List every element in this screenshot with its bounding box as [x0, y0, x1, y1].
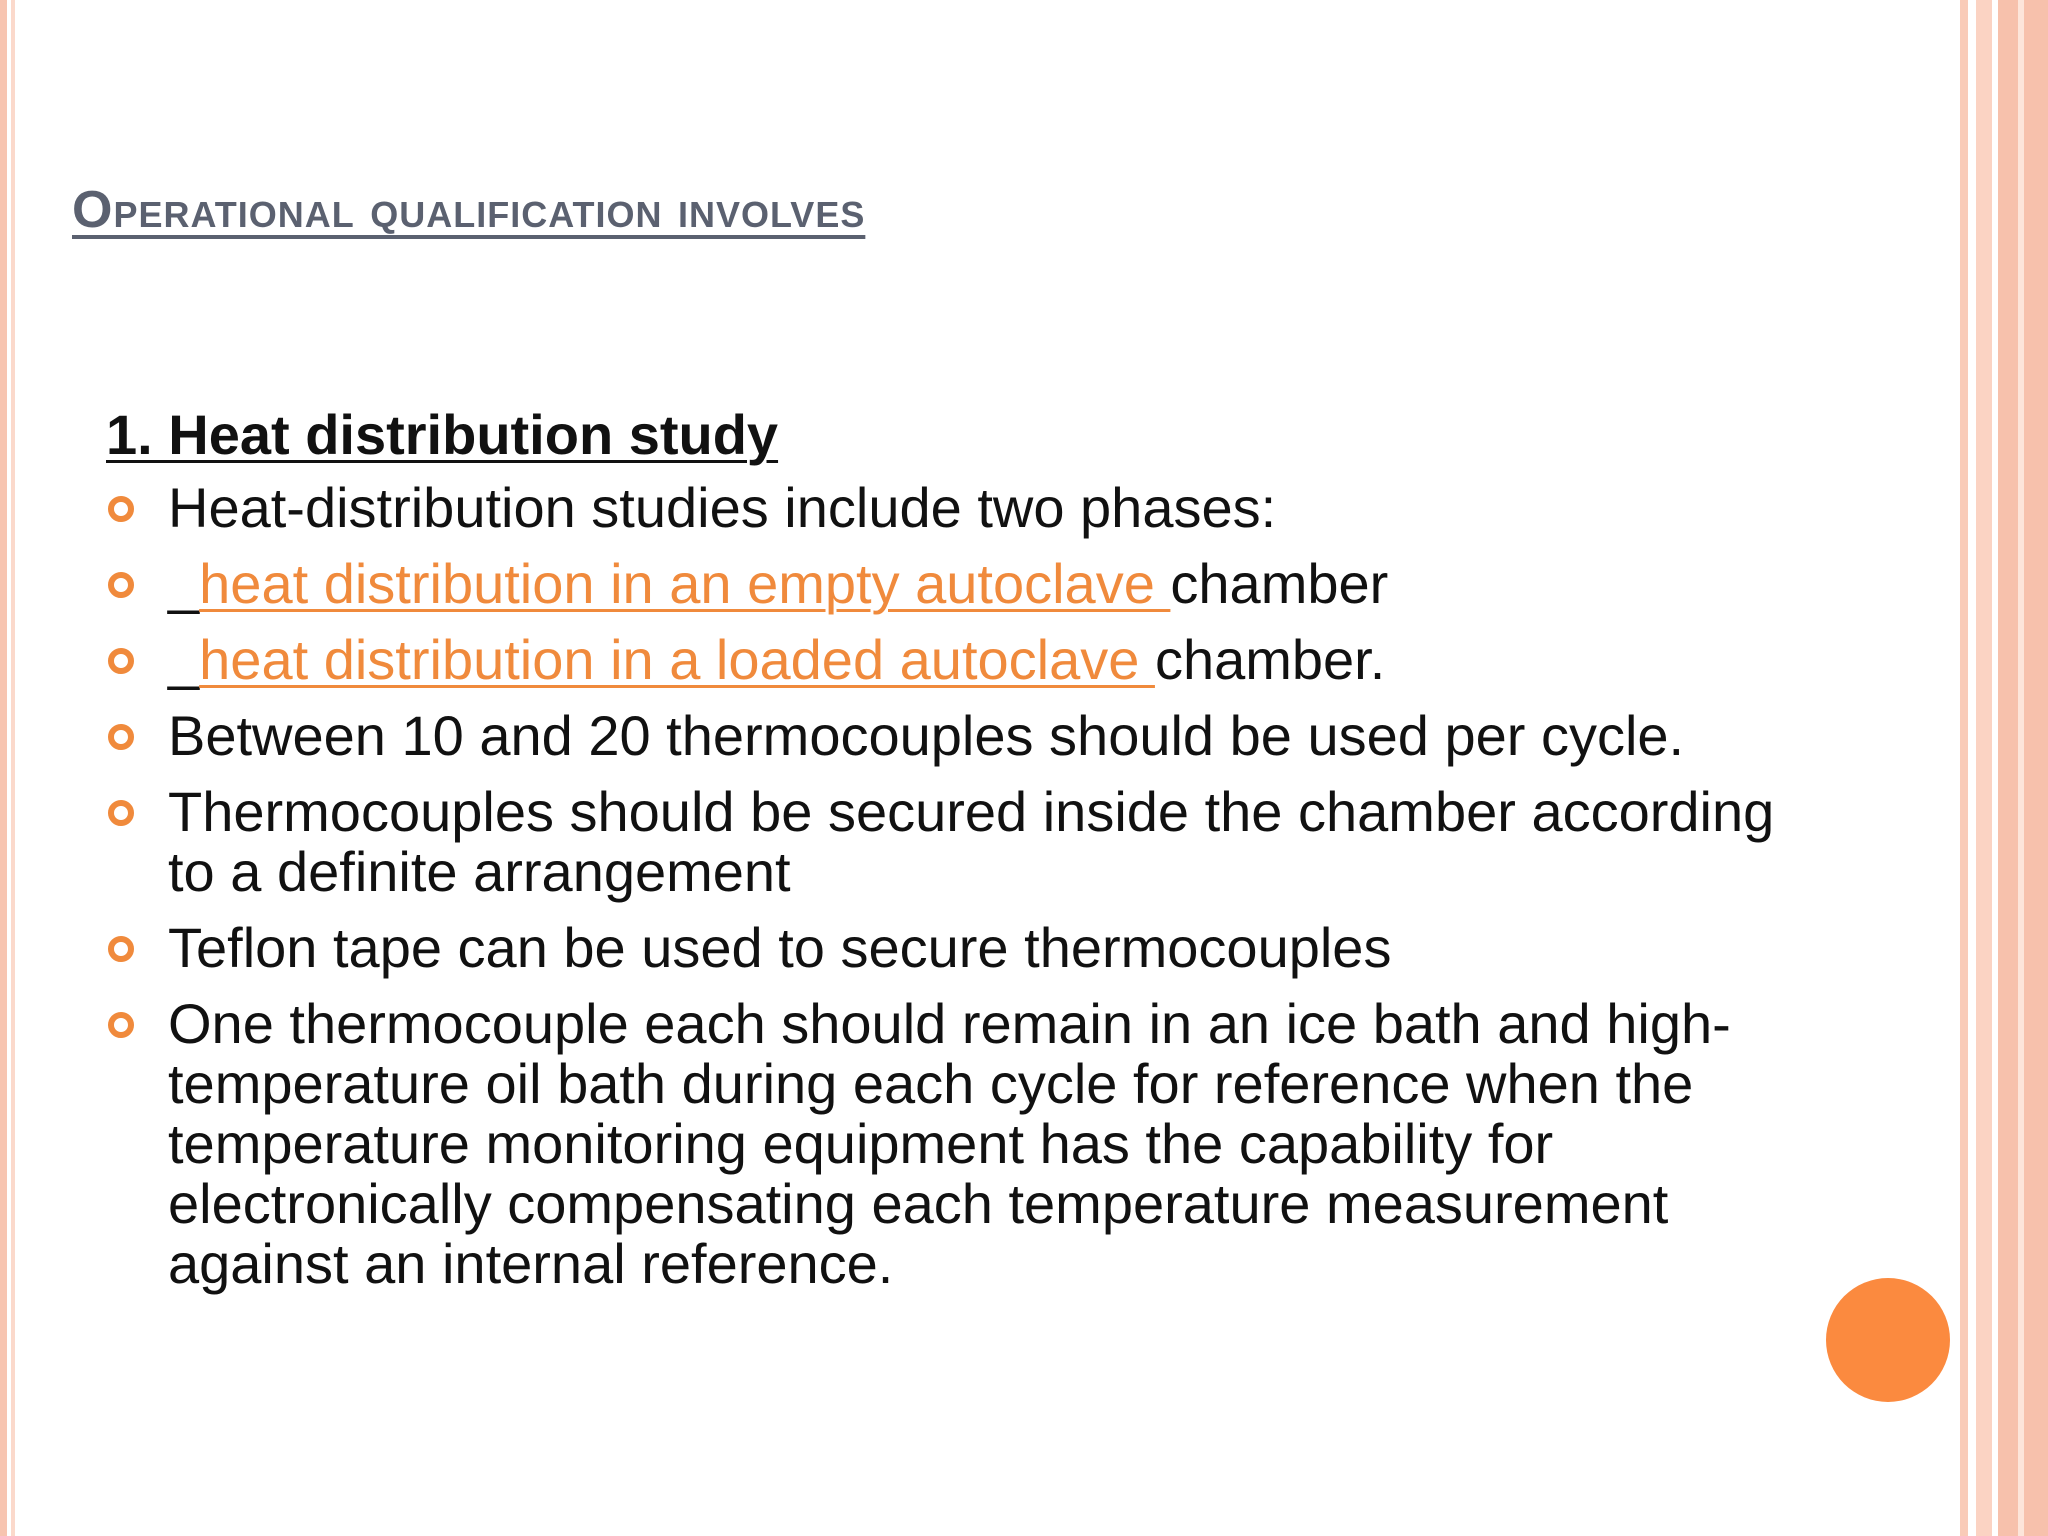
slide-title: Operational qualification involves [72, 181, 866, 239]
left-border-stripe [0, 0, 7, 1536]
bullet-link-loaded-autoclave[interactable]: heat distribution in a loaded autoclave [199, 628, 1155, 691]
bullet-icon [108, 936, 134, 962]
bullet-item [100, 630, 1780, 690]
bullet-item [100, 554, 1780, 614]
orange-circle-decoration [1826, 1278, 1950, 1402]
bullet-link-empty-autoclave[interactable]: heat distribution in an empty autoclave [199, 552, 1171, 615]
bullet-item [100, 994, 1780, 1294]
bullet-item [100, 918, 1780, 978]
bullet-item [100, 478, 1780, 538]
bullet-icon [108, 648, 134, 674]
bullet-suffix: chamber. [1154, 628, 1386, 691]
bullet-icon [108, 800, 134, 826]
bullet-text: Teflon tape can be used to secure thermocouples [168, 916, 1392, 979]
bullet-icon [108, 572, 134, 598]
bullet-item [100, 782, 1780, 902]
right-border-stripe [1960, 0, 1968, 1536]
bullet-item [100, 706, 1780, 766]
bullet-prefix: _ [168, 552, 200, 615]
bullet-prefix: _ [168, 628, 200, 691]
right-border-stripe-middle [1976, 0, 1992, 1536]
bullet-list [100, 478, 1780, 1310]
bullet-icon [108, 1012, 134, 1038]
right-border-stripe-highlight [2018, 0, 2024, 1536]
bullet-text: Between 10 and 20 thermocouples should be used per cycle. [168, 704, 1685, 767]
bullet-suffix: chamber [1170, 552, 1389, 615]
bullet-icon [108, 496, 134, 522]
section-heading: 1. Heat distribution study [106, 403, 779, 466]
bullet-text: Thermocouples should be secured inside the chamber according to a definite arrangement [168, 780, 1775, 903]
bullet-text: One thermocouple each should remain in an ice bath and high-temperature oil bath during each cycle for reference when the temperature monitoring equipment has the capability for electronically compensating each temperature measurement against an internal reference. [168, 992, 1731, 1295]
bullet-text: Heat-distribution studies include two phases: [168, 476, 1277, 539]
left-border-stripe-inner [11, 0, 15, 1536]
bullet-icon [108, 724, 134, 750]
